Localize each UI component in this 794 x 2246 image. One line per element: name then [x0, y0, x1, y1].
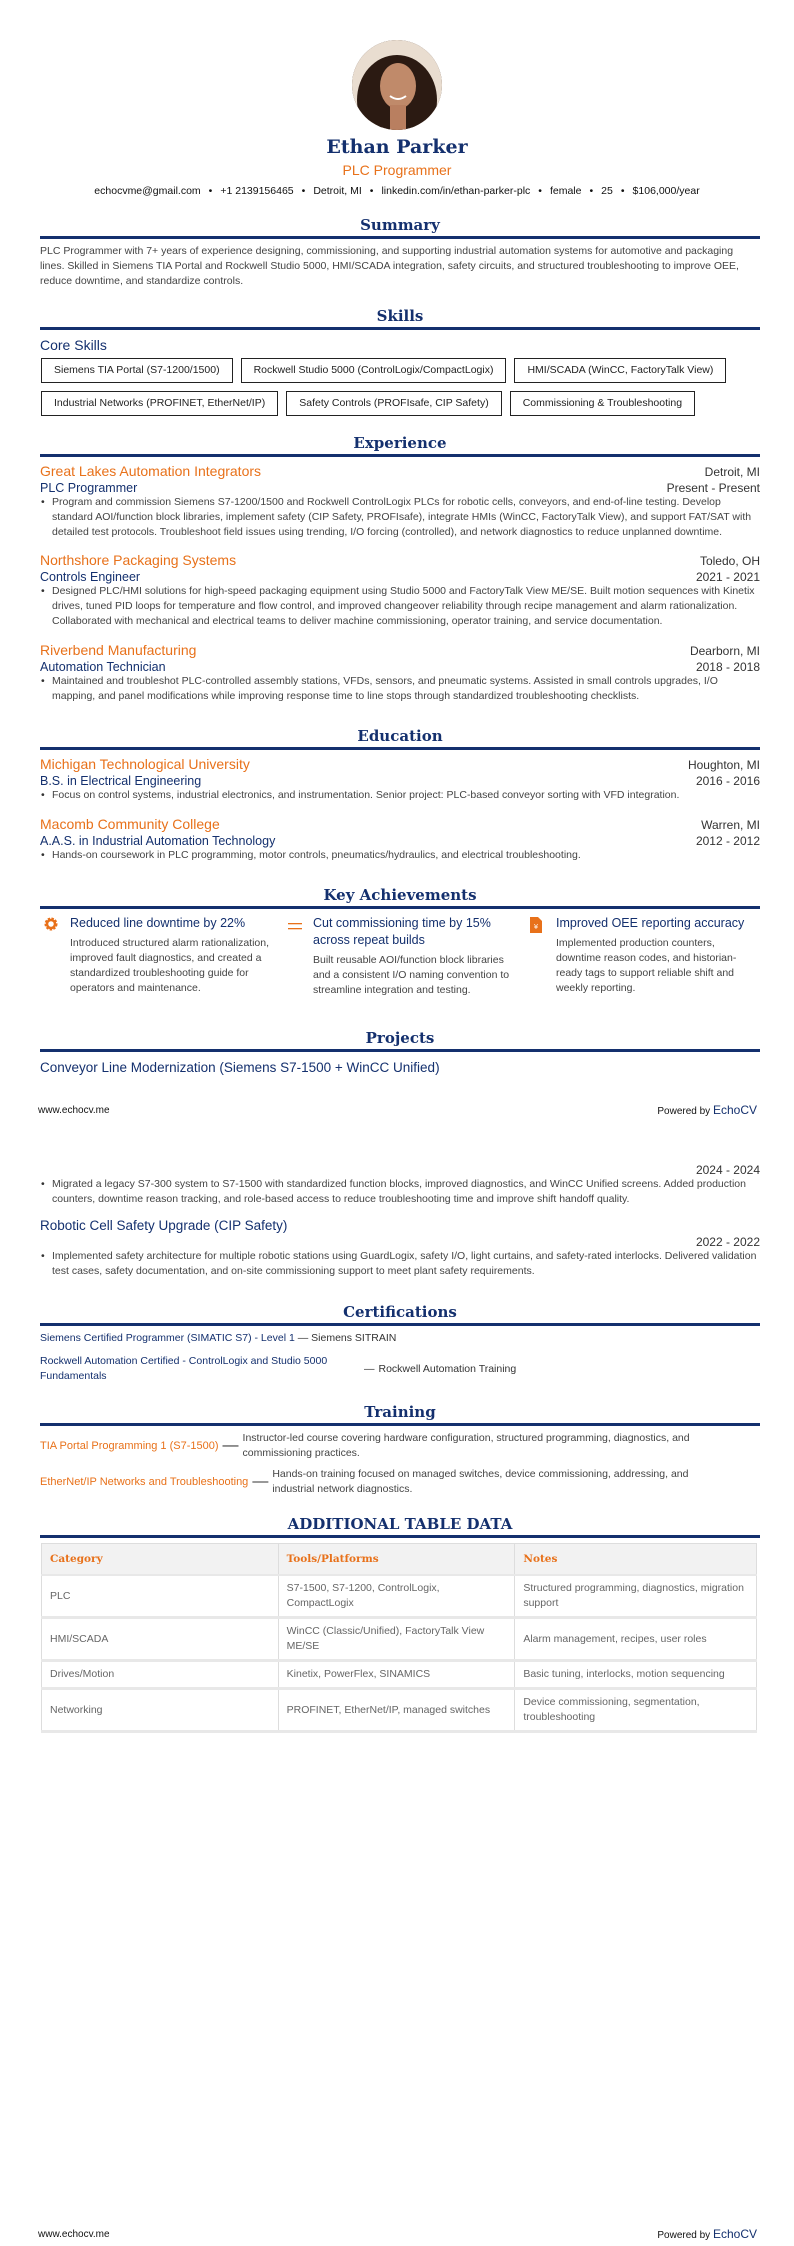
location: Detroit, MI [704, 465, 760, 479]
education-item [40, 756, 760, 803]
experience-item [40, 642, 760, 704]
summary-text: PLC Programmer with 7+ years of experience designing, commissioning, and supporting industrial automation systems for automotive and packaging lines. Skilled in Siemens TIA Portal and Rockwell Studio 5000, HMI/SCADA integration, safety circuits, and structured troubleshooting to improve OEE, reduce downtime, and standardize controls. [40, 245, 739, 287]
cell: Device commissioning, segmentation, troubleshooting [515, 1689, 757, 1732]
footer-powered [657, 2227, 757, 2241]
location: Toledo, OH [699, 554, 760, 568]
skills-list [41, 358, 761, 416]
cell: HMI/SCADA [42, 1618, 279, 1661]
dash: — [222, 1437, 239, 1454]
document-yen-icon [530, 917, 546, 996]
linkedin[interactable]: linkedin.com/in/ethan-parker-plc [381, 185, 531, 197]
location: Dearborn, MI [689, 644, 760, 658]
gear-icon [44, 917, 60, 996]
dates: 2021 - 2021 [695, 570, 760, 584]
education-item [40, 816, 760, 863]
separator: • [538, 185, 542, 197]
footer-powered [657, 1103, 757, 1117]
cell: PROFINET, EtherNet/IP, managed switches [278, 1689, 515, 1732]
achievement-item [44, 915, 274, 996]
dates: 2022 - 2022 [695, 1235, 760, 1249]
achievement-text: Implemented production counters, downtime reason codes, and historian-ready tags to support reliable shift and weekly reporting. [556, 937, 737, 994]
school: Macomb Community College [40, 816, 220, 832]
cell: Drives/Motion [42, 1661, 279, 1689]
experience-item [40, 463, 760, 540]
location: Warren, MI [701, 818, 760, 832]
cell: Networking [42, 1689, 279, 1732]
column-header: Tools/Platforms [278, 1544, 515, 1576]
bullet: • Hands-on coursework in PLC programming, motor controls, pneumatics/hydraulics, and electrical troubleshooting. [40, 848, 760, 863]
powered-label: Powered by [657, 1106, 711, 1117]
company: Riverbend Manufacturing [40, 642, 197, 658]
contact-line [0, 185, 794, 197]
location: Detroit, MI [313, 185, 362, 197]
table-row [42, 1618, 757, 1661]
bullet: • Designed PLC/HMI solutions for high-speed packaging equipment using Studio 5000 and FactoryTalk View ME/SE. Built motion sequences with Kinetix drives, tuned PID loops for temperature and flow control, and improved changeover reliability through recipe management and alarm rationalization. Collaborated with mechanical and electrical teams to deliver machine commissioning, operator training, and service documentation. [40, 584, 760, 629]
job-title: PLC Programmer [342, 162, 452, 178]
skill-chip: HMI/SCADA (WinCC, FactoryTalk View) [514, 358, 726, 383]
role: Automation Technician [40, 660, 166, 674]
gender: female [549, 185, 582, 197]
location: Houghton, MI [687, 758, 760, 772]
experience-item [40, 552, 760, 629]
candidate-name: Ethan Parker [326, 136, 468, 158]
skills-group-title: Core Skills [40, 337, 107, 353]
bullet: • Program and commission Siemens S7-1200/1500 and Rockwell ControlLogix PLCs for robotic cells, conveyors, and end-of-line testing. Develop standard AOI/function block libraries, implement safety (CIP Safety, PROFIsafe), integrate HMIs (WinCC, FactoryTalk View), and support FAT/SAT with detailed test protocols. Troubleshoot field issues using trending, I/O forcing (controlled), and network diagnostics to reduce unplanned downtime. [40, 495, 760, 540]
avatar [352, 40, 442, 130]
svg-text:¥: ¥ [533, 923, 539, 931]
cert-issuer: Rockwell Automation Training [378, 1363, 517, 1375]
separator: • [301, 185, 306, 197]
experience-heading: Experience [40, 434, 760, 457]
dates: 2018 - 2018 [695, 660, 760, 674]
bullet: • Migrated a legacy S7-300 system to S7-1500 with standardized function blocks, improved diagnostics, and WinCC Unified screens. Added production counters, downtime reason tracking, and role-based access to reduce troubleshooting time and improve shift handoff quality. [40, 1177, 760, 1207]
education-heading: Education [40, 727, 760, 750]
dates: Present - Present [666, 481, 760, 495]
achievements-heading: Key Achievements [40, 886, 760, 909]
achievement-text: Built reusable AOI/function block libraries and a consistent I/O naming convention to streamline integration and testing. [313, 954, 510, 996]
cell: PLC [42, 1575, 279, 1618]
dates: 2024 - 2024 [695, 1163, 760, 1177]
skill-chip: Siemens TIA Portal (S7-1200/1500) [41, 358, 233, 383]
bullet: • Implemented safety architecture for multiple robotic stations using GuardLogix, safety I/O, light curtains, and safety-rated interlocks. Delivered validation test cases, safety documentation, and on-site commissioning support to meet plant safety requirements. [40, 1249, 760, 1279]
company: Northshore Packaging Systems [40, 552, 237, 568]
projects-heading: Projects [40, 1029, 760, 1052]
achievement-title: Reduced line downtime by 22% [70, 916, 246, 930]
degree: B.S. in Electrical Engineering [40, 774, 202, 788]
summary-heading: Summary [40, 216, 760, 239]
bullet: • Focus on control systems, industrial electronics, and instrumentation. Senior project: PLC-based conveyor sorting with VFD integration. [40, 788, 760, 803]
cert-issuer: Siemens SITRAIN [311, 1332, 397, 1344]
cell: Alarm management, recipes, user roles [515, 1618, 757, 1661]
cell: S7-1500, S7-1200, ControlLogix, CompactLogix [278, 1575, 515, 1618]
footer-site[interactable]: www.echocv.me [38, 2229, 110, 2240]
bullet: • Maintained and troubleshot PLC-controlled assembly stations, VFDs, sensors, and pneumatic systems. Assisted in small controls upgrades, I/O mapping, and panel modifications while improving response time to line stops through standardized troubleshooting checklists. [40, 674, 760, 704]
achievement-title: Cut commissioning time by 15% across repeat builds [313, 916, 491, 947]
training-name: EtherNet/IP Networks and Troubleshooting [40, 1476, 249, 1488]
project-title: Conveyor Line Modernization (Siemens S7-1500 + WinCC Unified) [40, 1060, 440, 1075]
separator: • [589, 185, 594, 197]
lines-icon [287, 917, 303, 998]
cell: Kinetix, PowerFlex, SINAMICS [278, 1661, 515, 1689]
separator: • [208, 185, 213, 197]
age: 25 [601, 185, 613, 197]
training-heading: Training [40, 1403, 760, 1426]
skill-chip: Safety Controls (PROFIsafe, CIP Safety) [286, 391, 501, 416]
dates: 2012 - 2012 [695, 834, 760, 848]
training-name: TIA Portal Programming 1 (S7-1500) [40, 1440, 219, 1452]
skills-heading: Skills [40, 307, 760, 330]
separator: • [620, 185, 625, 197]
cell: WinCC (Classic/Unified), FactoryTalk View ME/SE [278, 1618, 515, 1661]
certifications-heading: Certifications [40, 1303, 760, 1326]
achievement-title: Improved OEE reporting accuracy [556, 916, 745, 930]
school: Michigan Technological University [40, 756, 250, 772]
project-item [40, 1218, 760, 1279]
brand: EchoCV [712, 2227, 757, 2241]
additional-table [41, 1543, 757, 1733]
table-row [42, 1575, 757, 1618]
skill-chip: Industrial Networks (PROFINET, EtherNet/IP) [41, 391, 278, 416]
table-heading: ADDITIONAL TABLE DATA [40, 1515, 760, 1538]
cell: Basic tuning, interlocks, motion sequencing [515, 1661, 757, 1689]
powered-label: Powered by [657, 2230, 711, 2241]
certification-item [40, 1332, 760, 1344]
column-header: Notes [515, 1544, 757, 1576]
project-title: Robotic Cell Safety Upgrade (CIP Safety) [40, 1218, 288, 1233]
table-row [42, 1689, 757, 1732]
table-header-row [42, 1544, 757, 1576]
cert-name: Rockwell Automation Certified - ControlLogix and Studio 5000 Fundamentals [40, 1355, 328, 1382]
column-header: Category [42, 1544, 279, 1576]
brand: EchoCV [712, 1103, 757, 1117]
training-text: Instructor-led course covering hardware configuration, structured programming, diagnostics, and commissioning practices. [242, 1432, 690, 1459]
company: Great Lakes Automation Integrators [40, 463, 262, 479]
achievement-text: Introduced structured alarm rationalization, improved fault diagnostics, and created a standardized troubleshooting guide for operators and maintenance. [70, 937, 270, 994]
salary: $106,000/year [632, 185, 700, 197]
dash: — [364, 1363, 375, 1375]
degree: A.A.S. in Industrial Automation Technology [40, 834, 276, 848]
skill-chip: Commissioning & Troubleshooting [510, 391, 695, 416]
training-item [40, 1431, 760, 1461]
certification-item [40, 1354, 516, 1384]
footer-site[interactable]: www.echocv.me [38, 1105, 110, 1116]
cert-name: Siemens Certified Programmer (SIMATIC S7) - Level 1 [40, 1332, 295, 1344]
dates: 2016 - 2016 [695, 774, 760, 788]
dash: — [297, 1332, 309, 1344]
phone: +1 2139156465 [220, 185, 294, 197]
email[interactable]: echocvme@gmail.com [94, 185, 201, 197]
role: PLC Programmer [40, 481, 138, 495]
separator: • [369, 185, 374, 197]
achievement-item [530, 915, 760, 996]
role: Controls Engineer [40, 570, 141, 584]
cell: Structured programming, diagnostics, migration support [515, 1575, 757, 1618]
table-row [42, 1661, 757, 1689]
project-item [40, 1163, 760, 1207]
training-item [40, 1467, 760, 1497]
dash: — [252, 1473, 269, 1490]
skill-chip: Rockwell Studio 5000 (ControlLogix/CompactLogix) [241, 358, 507, 383]
training-text: Hands-on training focused on managed switches, device commissioning, addressing, and industrial network diagnostics. [272, 1468, 689, 1495]
achievement-item [287, 915, 517, 998]
